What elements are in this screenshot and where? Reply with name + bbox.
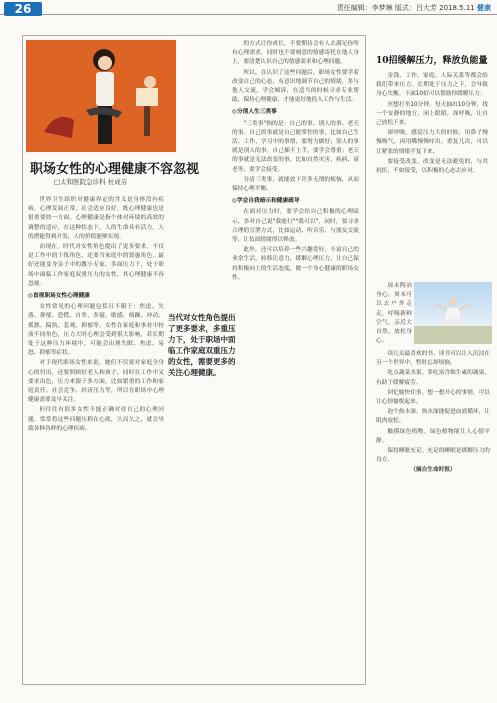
column-2 — [232, 40, 359, 680]
sidebar-paragraph: 吃点蔬菜水果。多吃富含维生素的蔬果，有助于缓解疲劳。 — [376, 370, 490, 386]
sidebar-paragraph: 金钱、工作、家庭、人际关系等都会给我们带来压力。长期处于压力之下，会导致身心失衡。下面10招可以帮助你缓解压力： — [376, 73, 488, 98]
body-paragraph: 所以，在认识了这些问题后，职场女性要学着改变自己的心态，有意识地调节自己的情绪，多与他人交流，学会倾诉，在适当的时候寻求专业帮助，保持心理健康，才能更好地投入工作与生活。 — [232, 69, 359, 104]
sidebar-paragraph: 周末陶冶身心。周末可以去户外走走，呼吸新鲜空气，亲近大自然，放松身心。 — [376, 283, 412, 345]
body-paragraph: 在面对压力时，要学会给自己积极的心理暗示，多对自己说"我能行""我可以"，同时，要寻求合理的宣泄方式，比如运动、听音乐、与朋友交流等，让负面情绪得以释放。 — [232, 209, 359, 244]
body-paragraph: 对于现代职场女性来说，她们不仅要对家庭全身心的付出，还要照顾好老人和孩子，同时在工作中又要求出色，压力来源于多方面，比如繁重的工作和家庭责任、社会竞争、经济压力等，所以在职场中心理健康需要及早关注。 — [28, 360, 164, 404]
section-heading: ◎学会自我暗示和健康疏导 — [232, 198, 300, 205]
body-paragraph: 女性常见的心理问题包括且不限于：焦虑、失落、抑郁、恐慌、自卑、多疑、敏感、烦躁、冲动、孤独、偏执、悲观、抑郁等。女性在家庭和事业中扮演不同角色，压力大时心理会受到很大影响，若长期处于这种压力环境中，可能会出现失眠、焦虑、易怒、抑郁等症状。 — [28, 304, 164, 357]
sidebar-paragraph: 触摸绿色植物。绿色植物能让人心情平静。 — [376, 428, 490, 444]
section-name: 健康 — [477, 4, 491, 12]
top-bar — [0, 0, 497, 15]
sidebar-column-bottom — [376, 350, 490, 678]
intro-paragraph: 世界卫生组织对健康界定的含义是身体没有疾病，心理发展正常，社会适应良好，既心理健康也是很重要的一方面。心理健康是指个体对环境的高效的调整的适应，在这种状态下，人的生命具有活力，人的潜能得到开发，人的价值能够实现。 — [28, 197, 164, 240]
page-number: 26 — [4, 2, 42, 16]
sidebar-paragraph: 冥想打坐10分钟。每天抽出10分钟，找一个安静的地方，闭上眼睛，深呼吸，让自己放松下来。 — [376, 101, 488, 127]
body-paragraph: 的方式让你成长，不要期待会有人去满足你所有心理需求，同时也不要刻意的情感寄托在他人身上，要清楚认识自己的情感需求和心理问题。 — [232, 41, 359, 66]
article-illustration — [26, 40, 176, 152]
body-paragraph: 此外，还可以培养一些兴趣爱好，丰富自己的业余生活，转移注意力，缓解心理压力，让自己保持积极向上的生活态度，做一个身心健康的职场女性。 — [232, 247, 359, 281]
sidebar-paragraph: 保持睡眠充足。充足的睡眠是缓解压力的良方。 — [376, 448, 490, 464]
sidebar-column-left-of-photo — [376, 282, 412, 346]
pull-quote: 当代对女性角色提出了更多要求，多重压力下，处于职场中面临工作家庭双重压力的女性，需要更多的关注心理健康。 — [168, 313, 236, 377]
section-heading: ◎分清人生三类事 — [232, 109, 277, 116]
sidebar-source: （摘自生命时报） — [410, 467, 456, 474]
article-title: 职场女性的心理健康不容忽视 — [30, 162, 200, 177]
section-heading: ◎直视职场女性心理健康 — [28, 293, 90, 300]
editor-line: 责任编辑：李梦琳 版式：吕大芳 2018.5.11 — [336, 4, 475, 12]
sidebar-title: 10招缓解压力，释放负能量 — [376, 56, 488, 66]
header-info — [337, 3, 491, 13]
sidebar-paragraph: 泡个热水澡。热水澡能促进血液循环，让肌肉放松。 — [376, 409, 490, 425]
intro-paragraph: 而现在，时代对女性角色提出了更多要求，不仅是工作中的干练角色，还要当家庭中的贤惠角色，最好还能变身亲子中的教小专家。多面压力下，处于职场中面临工作家庭双重压力的女性，其心理健康不容忽视。 — [28, 244, 164, 287]
sidebar-paragraph: 读几页最喜欢的书。读书可以让人沉浸在另一个世界中，暂时忘却烦恼。 — [376, 351, 490, 367]
sidebar-paragraph: 回忆愉快往事。想一想开心的事情，可以让心情愉悦起来。 — [376, 389, 490, 406]
body-paragraph: "三类事"指的是：自己的事、别人的事、老天的事。自己的事就是自己能掌控的事，比如自己生活、工作、学习中的事情，要努力做好；别人的事就是别人的事，自己插不上手，要学会尊重；老天的事就是无法改变的事，比如自然灾害、疾病、衰老等，要学会接受。 — [232, 120, 359, 173]
article-byline: □太和医院急诊科 杜成芬 — [54, 178, 128, 186]
meditation-icon — [414, 282, 492, 344]
sidebar-paragraph: 深呼吸。感觉压力大的时候，用鼻子慢慢吸气，再用嘴慢慢呼出，重复几次，可以让紧张的情绪平复下来。 — [376, 130, 488, 155]
woman-illustration-icon — [26, 40, 176, 152]
body-paragraph: 分清三类事，就能放下许多无谓的烦恼，从而保持心理平衡。 — [232, 176, 359, 193]
column-1 — [28, 196, 164, 682]
yoga-photo — [414, 282, 492, 344]
body-paragraph: 但往往有很多女性不能正确对待自己的心理问题，常常将这些问题压抑在心底，久而久之，就会导致各种各样的心理疾病。 — [28, 407, 164, 432]
sidebar-paragraph: 要接受改变。改变是无法避免的，与其抗拒，不如接受，以积极的心态去应对。 — [376, 158, 488, 175]
sidebar-column-top — [376, 72, 488, 277]
